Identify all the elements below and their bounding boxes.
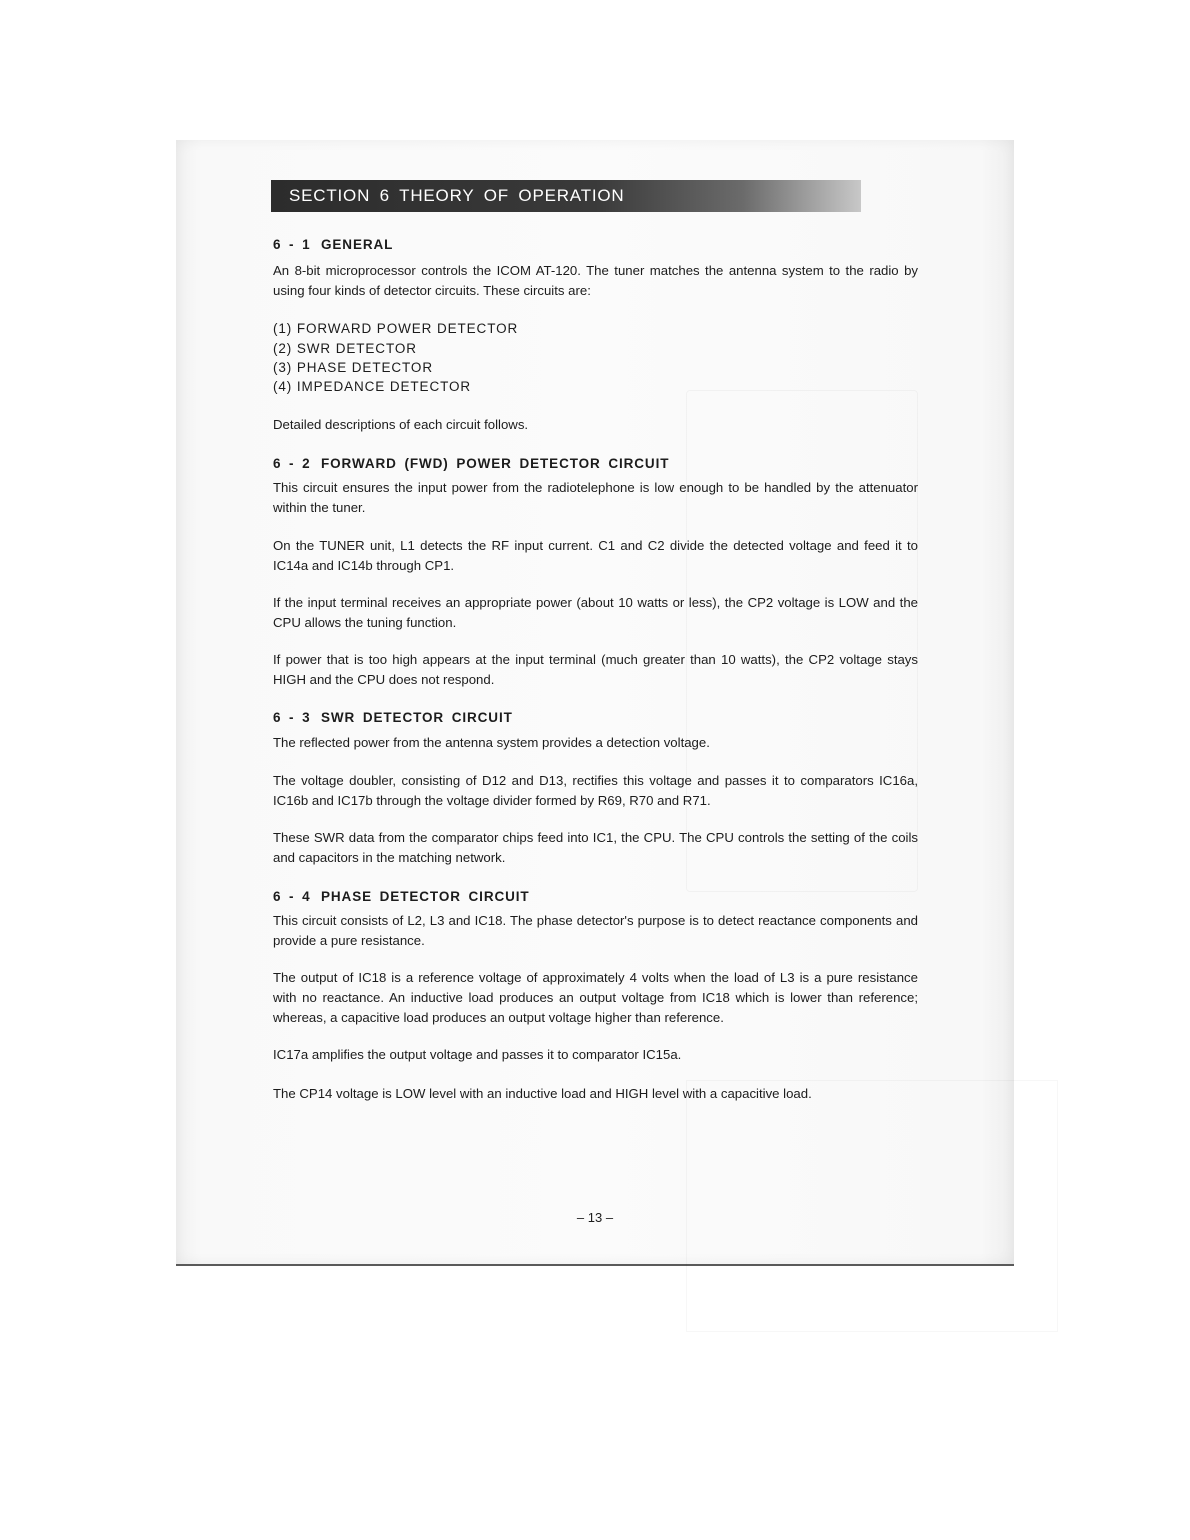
- section-heading-6-4: [273, 887, 530, 907]
- paragraph: The CP14 voltage is LOW level with an inductive load and HIGH level with a capacitive load.: [273, 1086, 812, 1101]
- paragraph: Detailed descriptions of each circuit follows.: [273, 417, 529, 432]
- paragraph: This circuit ensures the input power from the radiotelephone is low enough to be handled by the attenuator within the tuner.: [273, 480, 918, 515]
- page-number: – 13 –: [576, 1210, 614, 1225]
- section-title: FORWARD (FWD) POWER DETECTOR CIRCUIT: [321, 456, 670, 471]
- paragraph: The output of IC18 is a reference voltage of approximately 4 volts when the load of L3 is a pure resistance with no reactance. An inductive load produces an output voltage from IC18 which is lower than reference; whereas, a capacitive load produces an output voltage higher than reference.: [273, 970, 918, 1025]
- section-heading-6-2: [273, 454, 669, 474]
- paragraph: This circuit consists of L2, L3 and IC18. The phase detector's purpose is to detect reactance components and provide a pure resistance.: [273, 913, 918, 948]
- paragraph: If power that is too high appears at the input terminal (much greater than 10 watts), the CP2 voltage stays HIGH and the CPU does not respond.: [273, 652, 918, 687]
- section-header: SECTION 6 THEORY OF OPERATION: [271, 180, 861, 212]
- section-number: 6 - 4: [273, 889, 311, 904]
- paragraph: On the TUNER unit, L1 detects the RF input current. C1 and C2 divide the detected voltage and feed it to IC14a and IC14b through CP1.: [273, 538, 918, 573]
- list-item: (4) IMPEDANCE DETECTOR: [273, 379, 472, 394]
- section-number: 6 - 3: [273, 710, 311, 725]
- section-number: 6 - 2: [273, 456, 311, 471]
- paragraph: IC17a amplifies the output voltage and passes it to comparator IC15a.: [273, 1047, 682, 1062]
- section-number: 6 - 1: [273, 237, 311, 252]
- section-title: SWR DETECTOR CIRCUIT: [321, 710, 513, 725]
- paragraph: These SWR data from the comparator chips feed into IC1, the CPU. The CPU controls the setting of the coils and capacitors in the matching network.: [273, 830, 918, 865]
- show-through-shadow: [686, 1080, 1058, 1332]
- section-title: PHASE DETECTOR CIRCUIT: [321, 889, 530, 904]
- paragraph: The voltage doubler, consisting of D12 and D13, rectifies this voltage and passes it to comparators IC16a, IC16b and IC17b through the voltage divider formed by R69, R70 and R71.: [273, 773, 918, 808]
- show-through-shadow: [686, 390, 918, 892]
- paragraph: The reflected power from the antenna system provides a detection voltage.: [273, 735, 710, 750]
- list-item: (1) FORWARD POWER DETECTOR: [273, 321, 519, 336]
- section-title: GENERAL: [321, 237, 394, 252]
- section-heading-6-3: [273, 708, 513, 728]
- list-item: (3) PHASE DETECTOR: [273, 360, 433, 375]
- section-heading-6-1: [273, 235, 393, 255]
- paragraph: If the input terminal receives an appropriate power (about 10 watts or less), the CP2 voltage is LOW and the CPU allows the tuning function.: [273, 595, 918, 630]
- list-item: (2) SWR DETECTOR: [273, 341, 417, 356]
- paragraph: An 8-bit microprocessor controls the ICOM AT-120. The tuner matches the antenna system to the radio by using four kinds of detector circuits. These circuits are:: [273, 263, 918, 298]
